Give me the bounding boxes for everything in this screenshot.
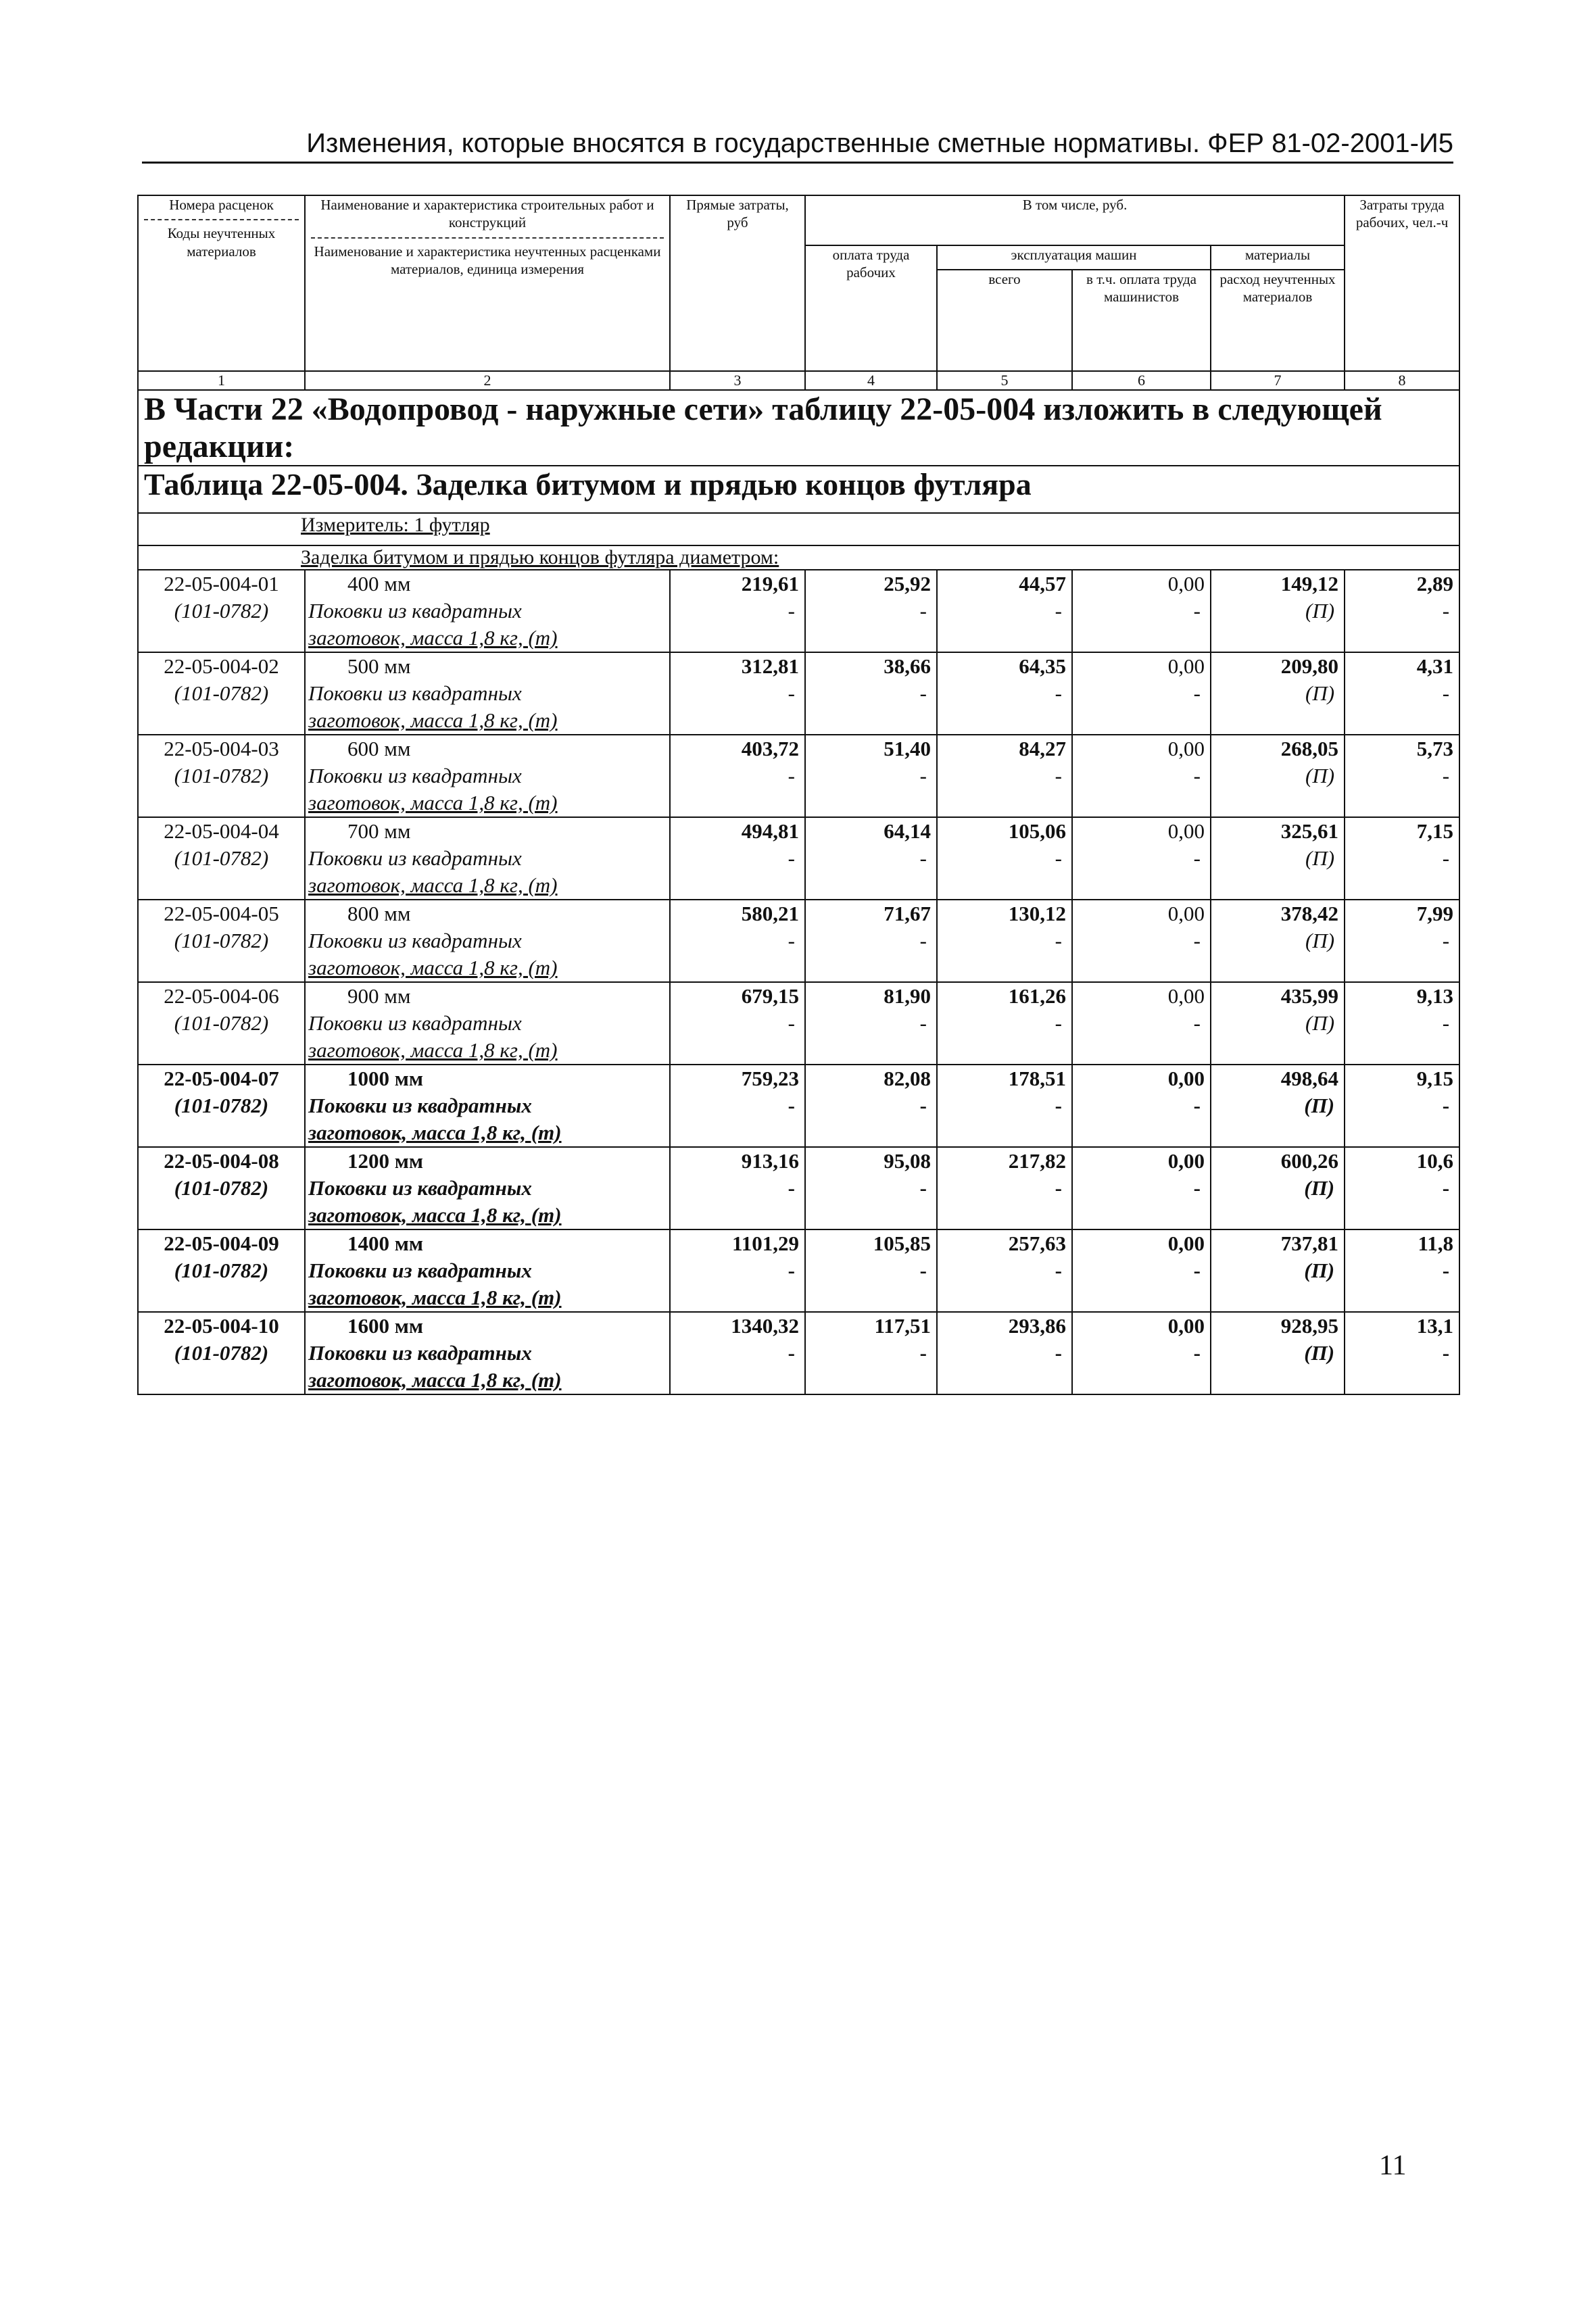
head-col1: Номера расценок Коды неучтенных материалов <box>138 195 305 371</box>
rate-code: 22-05-004-01 <box>164 572 279 595</box>
rate-rows <box>138 570 1459 1394</box>
rate-code: 22-05-004-02 <box>164 654 279 678</box>
rate-code-cell <box>138 735 305 817</box>
table-row <box>138 1229 1459 1312</box>
head-machines: эксплуатация машин <box>937 245 1211 270</box>
table-row <box>138 1065 1459 1147</box>
page-header: Изменения, которые вносятся в государственные сметные нормативы. ФЕР 81-02-2001-И5 <box>142 128 1453 164</box>
machines-total: 64,35 - <box>937 652 1072 735</box>
change-notice: В Части 22 «Водопровод - наружные сети» таблицу 22-05-004 изложить в следующей редакции: <box>138 390 1459 466</box>
col-number: 2 <box>305 371 670 390</box>
direct-cost: 403,72 - <box>670 735 805 817</box>
labor-hours: 10,6 - <box>1345 1147 1459 1229</box>
materials-cost: 268,05 (П) <box>1211 735 1345 817</box>
labor-hours: 7,15 - <box>1345 817 1459 900</box>
material-name-cont: заготовок, масса 1,8 кг, (т) <box>308 1286 562 1309</box>
material-code: (101-0782) <box>174 1094 269 1117</box>
material-name: Поковки из квадратных <box>308 1259 532 1282</box>
name-cell <box>305 817 670 900</box>
material-code: (101-0782) <box>174 1011 269 1035</box>
diameter: 400 мм <box>347 572 411 595</box>
machines-total: 293,86 - <box>937 1312 1072 1394</box>
rate-code-cell <box>138 982 305 1065</box>
col-number: 5 <box>937 371 1072 390</box>
materials-cost: 498,64 (П) <box>1211 1065 1345 1147</box>
machinists-pay: 0,00 - <box>1072 1065 1211 1147</box>
machinists-pay: 0,00 - <box>1072 1312 1211 1394</box>
direct-cost: 219,61 - <box>670 570 805 652</box>
direct-cost: 679,15 - <box>670 982 805 1065</box>
rate-code: 22-05-004-10 <box>164 1314 279 1338</box>
machines-total: 217,82 - <box>937 1147 1072 1229</box>
labor-hours: 5,73 - <box>1345 735 1459 817</box>
col-number: 7 <box>1211 371 1345 390</box>
machines-total: 44,57 - <box>937 570 1072 652</box>
material-code: (101-0782) <box>174 681 269 705</box>
labor-pay: 105,85 - <box>805 1229 937 1312</box>
rate-code: 22-05-004-05 <box>164 902 279 925</box>
labor-pay: 81,90 - <box>805 982 937 1065</box>
materials-cost: 378,42 (П) <box>1211 900 1345 982</box>
rate-code: 22-05-004-06 <box>164 984 279 1008</box>
material-code: (101-0782) <box>174 599 269 623</box>
table-row <box>138 1147 1459 1229</box>
machines-total: 257,63 - <box>937 1229 1072 1312</box>
material-name: Поковки из квадратных <box>308 846 522 870</box>
materials-cost: 435,99 (П) <box>1211 982 1345 1065</box>
machinists-pay: 0,00 - <box>1072 982 1211 1065</box>
head-col8: Затраты труда рабочих, чел.-ч <box>1345 195 1459 371</box>
machinists-pay: 0,00 - <box>1072 817 1211 900</box>
direct-cost: 913,16 - <box>670 1147 805 1229</box>
name-cell <box>305 570 670 652</box>
material-name-cont: заготовок, масса 1,8 кг, (т) <box>308 1038 558 1062</box>
machines-total: 161,26 - <box>937 982 1072 1065</box>
material-name-cont: заготовок, масса 1,8 кг, (т) <box>308 1121 562 1144</box>
labor-hours: 2,89 - <box>1345 570 1459 652</box>
material-name: Поковки из квадратных <box>308 764 522 787</box>
name-cell <box>305 652 670 735</box>
materials-cost: 149,12 (П) <box>1211 570 1345 652</box>
rate-code-cell <box>138 652 305 735</box>
col-number: 4 <box>805 371 937 390</box>
material-name: Поковки из квадратных <box>308 929 522 952</box>
material-code: (101-0782) <box>174 1176 269 1200</box>
material-code: (101-0782) <box>174 846 269 870</box>
direct-cost: 494,81 - <box>670 817 805 900</box>
direct-cost: 759,23 - <box>670 1065 805 1147</box>
labor-hours: 11,8 - <box>1345 1229 1459 1312</box>
material-name: Поковки из квадратных <box>308 1176 532 1200</box>
material-name-cont: заготовок, масса 1,8 кг, (т) <box>308 873 558 897</box>
section-subtitle: Заделка битумом и прядью концов футляра диаметром: <box>138 545 1459 570</box>
labor-hours: 9,15 - <box>1345 1065 1459 1147</box>
head-col7: расход неучтенных материалов <box>1211 270 1345 371</box>
labor-pay: 64,14 - <box>805 817 937 900</box>
diameter: 1000 мм <box>347 1067 423 1090</box>
labor-pay: 95,08 - <box>805 1147 937 1229</box>
name-cell <box>305 735 670 817</box>
head-col5: всего <box>937 270 1072 371</box>
labor-hours: 13,1 - <box>1345 1312 1459 1394</box>
materials-cost: 928,95 (П) <box>1211 1312 1345 1394</box>
diameter: 1200 мм <box>347 1149 423 1173</box>
labor-hours: 9,13 - <box>1345 982 1459 1065</box>
rate-code: 22-05-004-08 <box>164 1149 279 1173</box>
rate-code: 22-05-004-03 <box>164 737 279 760</box>
material-code: (101-0782) <box>174 1341 269 1365</box>
rate-code-cell <box>138 570 305 652</box>
diameter: 1400 мм <box>347 1232 423 1255</box>
labor-pay: 71,67 - <box>805 900 937 982</box>
machines-total: 105,06 - <box>937 817 1072 900</box>
name-cell <box>305 1147 670 1229</box>
name-cell <box>305 982 670 1065</box>
head-group: В том числе, руб. <box>805 195 1345 245</box>
name-cell <box>305 1229 670 1312</box>
rate-code-cell <box>138 1229 305 1312</box>
diameter: 900 мм <box>347 984 411 1008</box>
machinists-pay: 0,00 - <box>1072 1229 1211 1312</box>
table-row <box>138 1312 1459 1394</box>
material-code: (101-0782) <box>174 764 269 787</box>
col-number: 3 <box>670 371 805 390</box>
labor-pay: 38,66 - <box>805 652 937 735</box>
material-name: Поковки из квадратных <box>308 681 522 705</box>
direct-cost: 1101,29 - <box>670 1229 805 1312</box>
table-row <box>138 982 1459 1065</box>
table-row <box>138 652 1459 735</box>
labor-hours: 7,99 - <box>1345 900 1459 982</box>
direct-cost: 1340,32 - <box>670 1312 805 1394</box>
table-row <box>138 817 1459 900</box>
name-cell <box>305 1065 670 1147</box>
table-title: Таблица 22-05-004. Заделка битумом и прядью концов футляра <box>138 466 1459 513</box>
material-name-cont: заготовок, масса 1,8 кг, (т) <box>308 956 558 979</box>
material-name-cont: заготовок, масса 1,8 кг, (т) <box>308 1203 562 1227</box>
table-row <box>138 570 1459 652</box>
rate-code-cell <box>138 1312 305 1394</box>
machinists-pay: 0,00 - <box>1072 1147 1211 1229</box>
rate-code-cell <box>138 1147 305 1229</box>
machines-total: 84,27 - <box>937 735 1072 817</box>
material-name: Поковки из квадратных <box>308 1011 522 1035</box>
labor-pay: 82,08 - <box>805 1065 937 1147</box>
material-name-cont: заготовок, масса 1,8 кг, (т) <box>308 1368 562 1392</box>
rate-code-cell <box>138 1065 305 1147</box>
material-code: (101-0782) <box>174 929 269 952</box>
labor-pay: 117,51 - <box>805 1312 937 1394</box>
material-name: Поковки из квадратных <box>308 599 522 623</box>
col-number: 1 <box>138 371 305 390</box>
page-number: 11 <box>1379 2150 1407 2181</box>
name-cell <box>305 1312 670 1394</box>
rate-code-cell <box>138 900 305 982</box>
rates-table <box>137 195 1460 1395</box>
name-cell <box>305 900 670 982</box>
col-number: 6 <box>1072 371 1211 390</box>
table-row <box>138 900 1459 982</box>
material-name: Поковки из квадратных <box>308 1094 532 1117</box>
machinists-pay: 0,00 - <box>1072 735 1211 817</box>
material-name-cont: заготовок, масса 1,8 кг, (т) <box>308 708 558 732</box>
material-name: Поковки из квадратных <box>308 1341 532 1365</box>
material-code: (101-0782) <box>174 1259 269 1282</box>
head-materials: материалы <box>1211 245 1345 270</box>
diameter: 1600 мм <box>347 1314 423 1338</box>
materials-cost: 325,61 (П) <box>1211 817 1345 900</box>
direct-cost: 312,81 - <box>670 652 805 735</box>
meter-label: Измеритель: 1 футляр <box>138 513 1459 545</box>
machinists-pay: 0,00 - <box>1072 652 1211 735</box>
diameter: 800 мм <box>347 902 411 925</box>
head-col6: в т.ч. оплата труда машинистов <box>1072 270 1211 371</box>
machines-total: 178,51 - <box>937 1065 1072 1147</box>
head-col2: Наименование и характеристика строительных работ и конструкций Наименование и характеристика неучтенных расценками материалов, единица измерения <box>305 195 670 371</box>
material-name-cont: заготовок, масса 1,8 кг, (т) <box>308 791 558 814</box>
rate-code: 22-05-004-09 <box>164 1232 279 1255</box>
machines-total: 130,12 - <box>937 900 1072 982</box>
head-col3: Прямые затраты, руб <box>670 195 805 371</box>
rate-code-cell <box>138 817 305 900</box>
col-number: 8 <box>1345 371 1459 390</box>
machinists-pay: 0,00 - <box>1072 570 1211 652</box>
materials-cost: 737,81 (П) <box>1211 1229 1345 1312</box>
diameter: 600 мм <box>347 737 411 760</box>
diameter: 700 мм <box>347 819 411 843</box>
materials-cost: 209,80 (П) <box>1211 652 1345 735</box>
machinists-pay: 0,00 - <box>1072 900 1211 982</box>
labor-hours: 4,31 - <box>1345 652 1459 735</box>
diameter: 500 мм <box>347 654 411 678</box>
table-row <box>138 735 1459 817</box>
materials-cost: 600,26 (П) <box>1211 1147 1345 1229</box>
rate-code: 22-05-004-04 <box>164 819 279 843</box>
labor-pay: 51,40 - <box>805 735 937 817</box>
labor-pay: 25,92 - <box>805 570 937 652</box>
material-name-cont: заготовок, масса 1,8 кг, (т) <box>308 626 558 650</box>
head-col4: оплата труда рабочих <box>805 245 937 371</box>
direct-cost: 580,21 - <box>670 900 805 982</box>
rate-code: 22-05-004-07 <box>164 1067 279 1090</box>
